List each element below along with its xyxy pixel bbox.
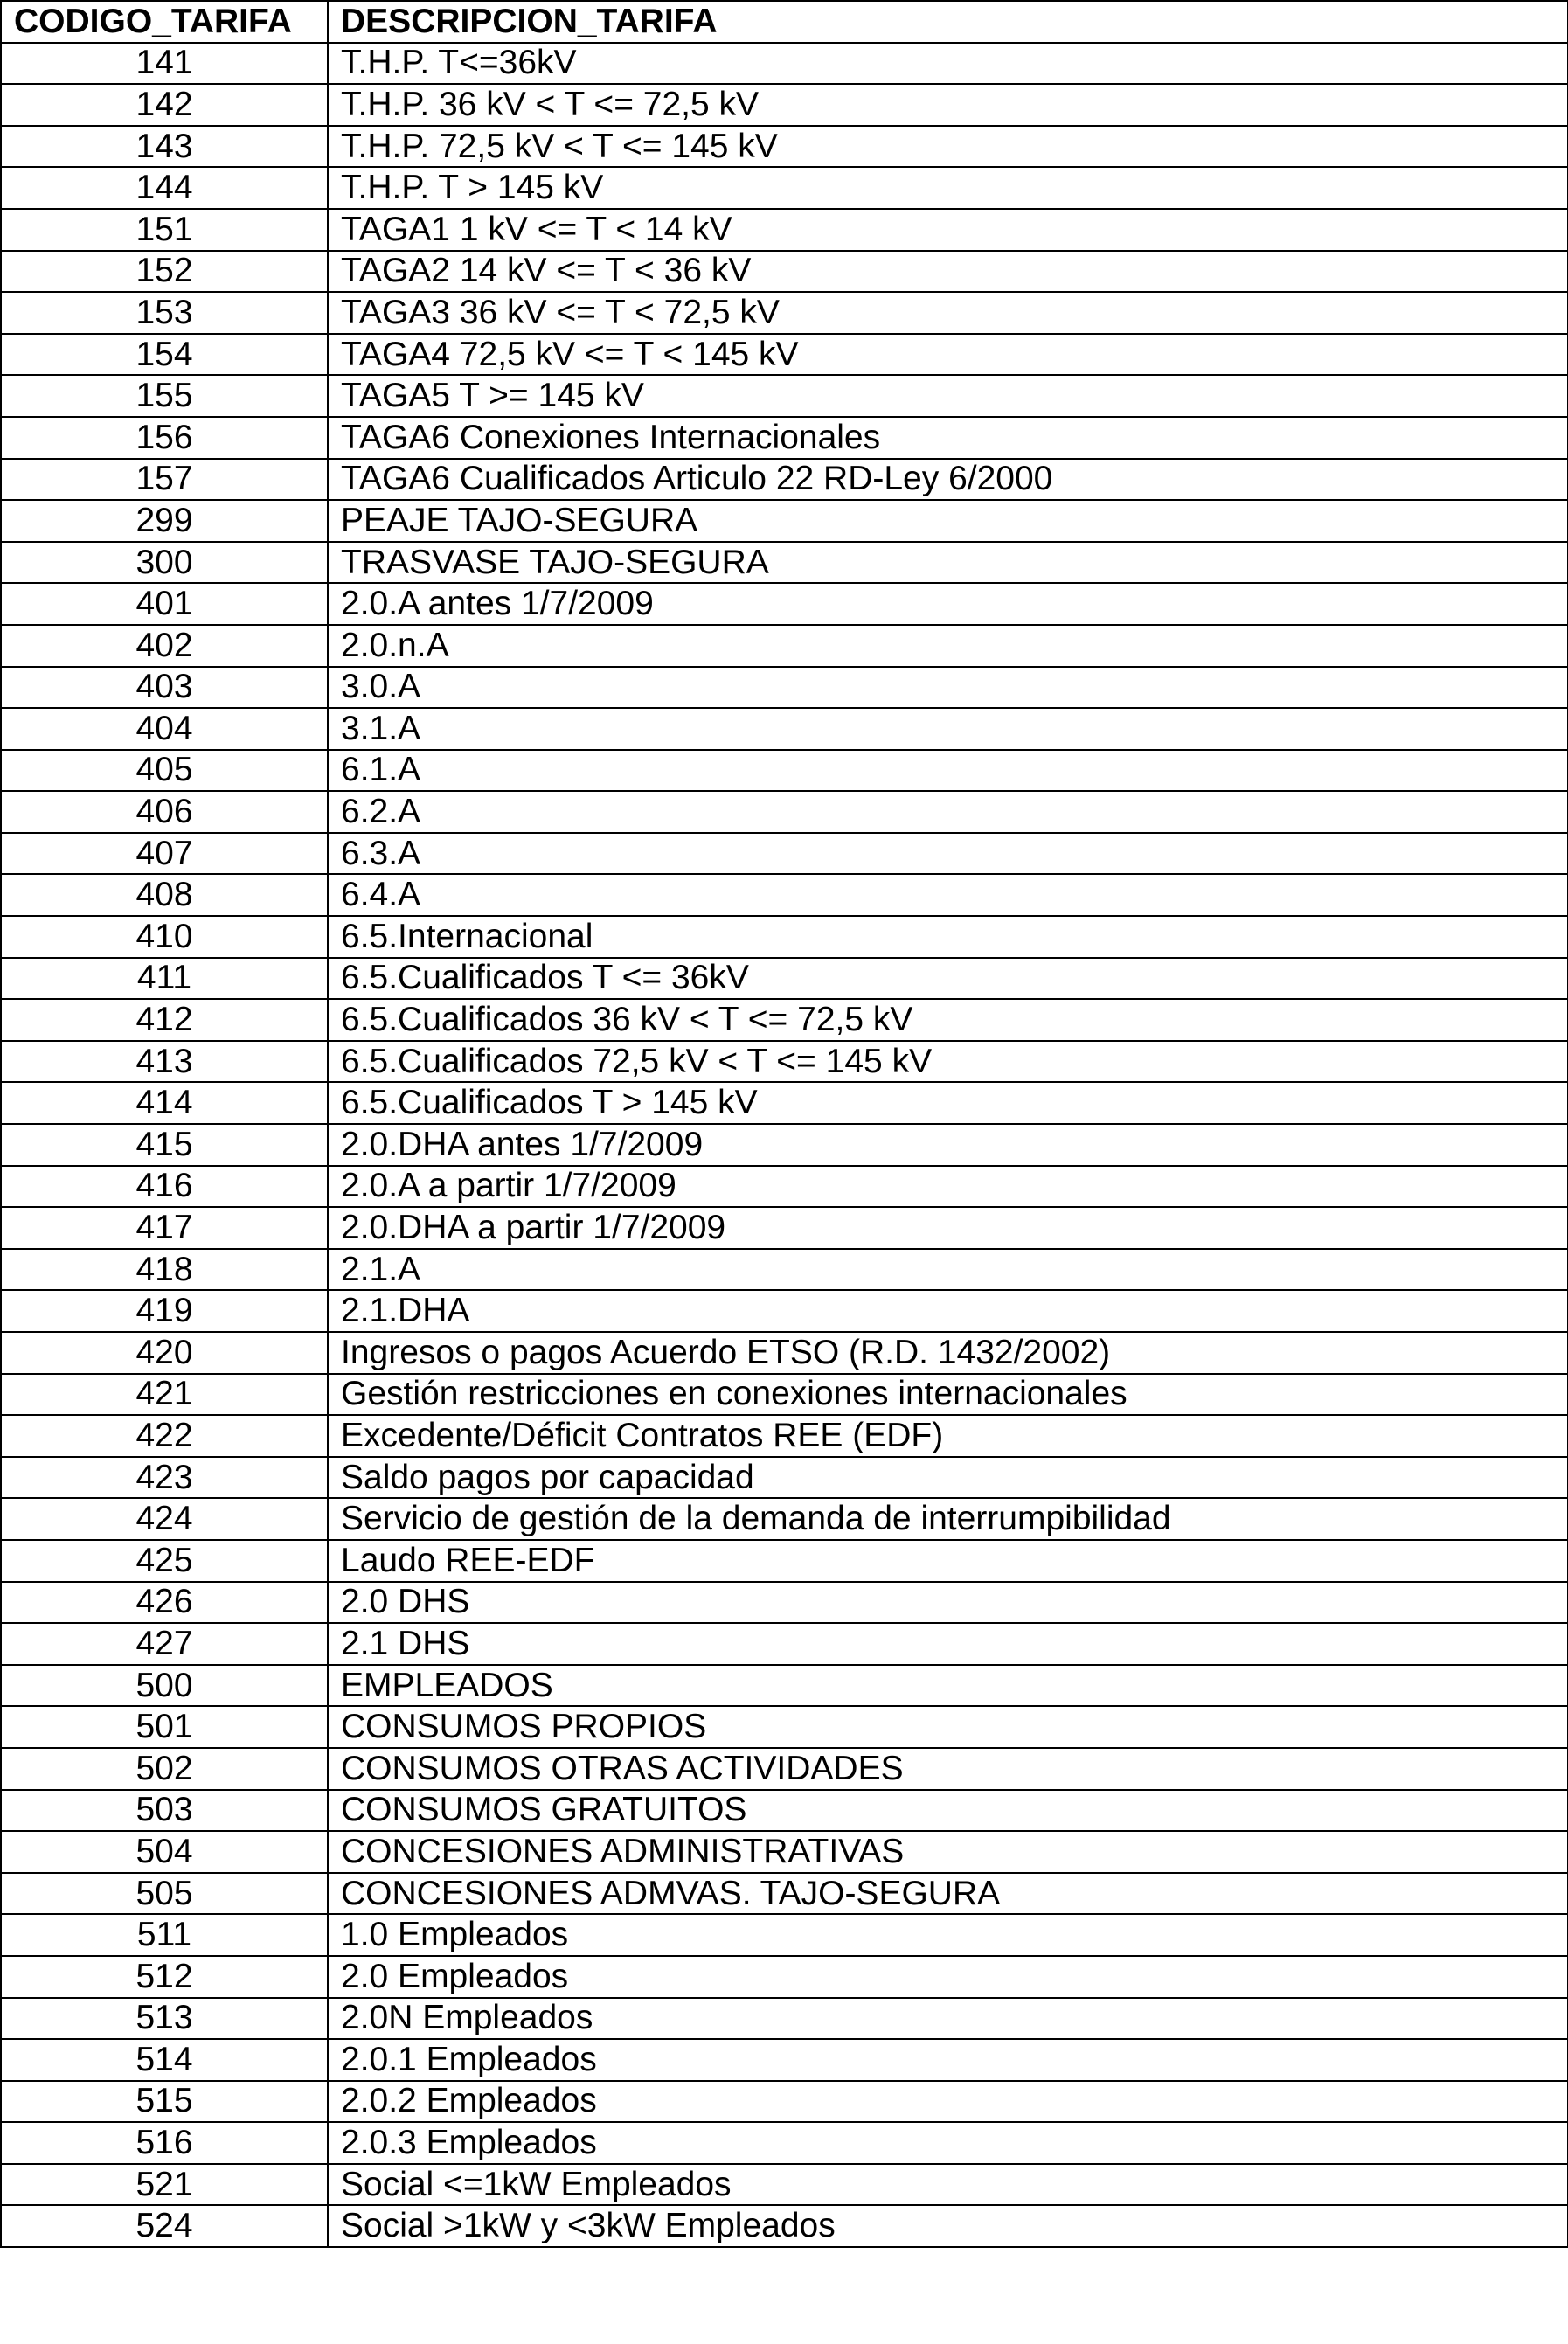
codigo-tarifa-cell: 410 — [1, 916, 328, 958]
codigo-tarifa-cell: 407 — [1, 833, 328, 875]
descripcion-tarifa-cell: 2.0.n.A — [328, 625, 1568, 667]
descripcion-tarifa-cell: Ingresos o pagos Acuerdo ETSO (R.D. 1432/2002) — [328, 1332, 1568, 1374]
codigo-tarifa-cell: 426 — [1, 1582, 328, 1624]
codigo-tarifa-cell: 422 — [1, 1415, 328, 1457]
codigo-tarifa-cell: 153 — [1, 292, 328, 334]
descripcion-tarifa-cell: 2.0.A antes 1/7/2009 — [328, 583, 1568, 625]
codigo-tarifa-cell: 427 — [1, 1623, 328, 1665]
descripcion-tarifa-cell: 6.5.Cualificados T > 145 kV — [328, 1082, 1568, 1124]
codigo-tarifa-cell: 141 — [1, 43, 328, 85]
table-row — [1, 1582, 1568, 1624]
codigo-tarifa-cell: 405 — [1, 750, 328, 792]
table-row — [1, 209, 1568, 251]
codigo-tarifa-cell: 423 — [1, 1457, 328, 1499]
table-row — [1, 1914, 1568, 1956]
codigo-tarifa-cell: 299 — [1, 500, 328, 542]
table-row — [1, 1332, 1568, 1374]
descripcion-tarifa-cell: 6.1.A — [328, 750, 1568, 792]
codigo-tarifa-cell: 521 — [1, 2164, 328, 2206]
table-row — [1, 2039, 1568, 2081]
table-row — [1, 1831, 1568, 1873]
table-row — [1, 1623, 1568, 1665]
codigo-tarifa-cell: 513 — [1, 1998, 328, 2040]
codigo-tarifa-cell: 157 — [1, 459, 328, 501]
table-row — [1, 916, 1568, 958]
table-row — [1, 874, 1568, 916]
descripcion-tarifa-cell: 2.1.A — [328, 1249, 1568, 1291]
descripcion-tarifa-cell: 2.0.3 Empleados — [328, 2122, 1568, 2164]
table-body — [1, 43, 1568, 2247]
codigo-tarifa-cell: 505 — [1, 1873, 328, 1915]
codigo-tarifa-cell: 411 — [1, 958, 328, 1000]
codigo-tarifa-cell: 421 — [1, 1374, 328, 1416]
codigo-tarifa-cell: 406 — [1, 791, 328, 833]
codigo-tarifa-cell: 402 — [1, 625, 328, 667]
header-descripcion-tarifa: DESCRIPCION_TARIFA — [328, 1, 1568, 43]
descripcion-tarifa-cell: 2.0.DHA a partir 1/7/2009 — [328, 1207, 1568, 1249]
codigo-tarifa-cell: 408 — [1, 874, 328, 916]
descripcion-tarifa-cell: TRASVASE TAJO-SEGURA — [328, 542, 1568, 584]
codigo-tarifa-cell: 155 — [1, 375, 328, 417]
codigo-tarifa-cell: 416 — [1, 1166, 328, 1208]
descripcion-tarifa-cell: CONCESIONES ADMINISTRATIVAS — [328, 1831, 1568, 1873]
descripcion-tarifa-cell: 2.0 DHS — [328, 1582, 1568, 1624]
descripcion-tarifa-cell: 2.0N Empleados — [328, 1998, 1568, 2040]
descripcion-tarifa-cell: TAGA6 Conexiones Internacionales — [328, 417, 1568, 459]
table-row — [1, 583, 1568, 625]
table-row — [1, 1415, 1568, 1457]
codigo-tarifa-cell: 515 — [1, 2081, 328, 2123]
table-row — [1, 167, 1568, 209]
descripcion-tarifa-cell: 3.1.A — [328, 708, 1568, 750]
table-row — [1, 1374, 1568, 1416]
table-row — [1, 750, 1568, 792]
codigo-tarifa-cell: 151 — [1, 209, 328, 251]
codigo-tarifa-cell: 413 — [1, 1041, 328, 1083]
descripcion-tarifa-cell: 6.5.Internacional — [328, 916, 1568, 958]
table-row — [1, 667, 1568, 709]
codigo-tarifa-cell: 420 — [1, 1332, 328, 1374]
codigo-tarifa-cell: 500 — [1, 1665, 328, 1707]
table-row — [1, 1082, 1568, 1124]
table-row — [1, 84, 1568, 126]
table-row — [1, 1665, 1568, 1707]
descripcion-tarifa-cell: T.H.P. T > 145 kV — [328, 167, 1568, 209]
codigo-tarifa-cell: 425 — [1, 1540, 328, 1582]
descripcion-tarifa-cell: TAGA3 36 kV <= T < 72,5 kV — [328, 292, 1568, 334]
descripcion-tarifa-cell: TAGA6 Cualificados Articulo 22 RD-Ley 6/2000 — [328, 459, 1568, 501]
descripcion-tarifa-cell: EMPLEADOS — [328, 1665, 1568, 1707]
table-row — [1, 1998, 1568, 2040]
codigo-tarifa-cell: 511 — [1, 1914, 328, 1956]
descripcion-tarifa-cell: 2.0.DHA antes 1/7/2009 — [328, 1124, 1568, 1166]
descripcion-tarifa-cell: 6.4.A — [328, 874, 1568, 916]
codigo-tarifa-cell: 524 — [1, 2205, 328, 2247]
descripcion-tarifa-cell: Laudo REE-EDF — [328, 1540, 1568, 1582]
table-row — [1, 542, 1568, 584]
descripcion-tarifa-cell: TAGA5 T >= 145 kV — [328, 375, 1568, 417]
descripcion-tarifa-cell: CONSUMOS GRATUITOS — [328, 1790, 1568, 1832]
table-row — [1, 251, 1568, 293]
codigo-tarifa-cell: 503 — [1, 1790, 328, 1832]
codigo-tarifa-cell: 502 — [1, 1748, 328, 1790]
header-codigo-tarifa: CODIGO_TARIFA — [1, 1, 328, 43]
descripcion-tarifa-cell: T.H.P. T<=36kV — [328, 43, 1568, 85]
table-row — [1, 375, 1568, 417]
table-row — [1, 1748, 1568, 1790]
table-row — [1, 1956, 1568, 1998]
table-row — [1, 708, 1568, 750]
table-row — [1, 1457, 1568, 1499]
codigo-tarifa-cell: 156 — [1, 417, 328, 459]
codigo-tarifa-cell: 418 — [1, 1249, 328, 1291]
codigo-tarifa-cell: 512 — [1, 1956, 328, 1998]
descripcion-tarifa-cell: 6.5.Cualificados 72,5 kV < T <= 145 kV — [328, 1041, 1568, 1083]
descripcion-tarifa-cell: 6.2.A — [328, 791, 1568, 833]
codigo-tarifa-cell: 401 — [1, 583, 328, 625]
descripcion-tarifa-cell: TAGA1 1 kV <= T < 14 kV — [328, 209, 1568, 251]
table-row — [1, 500, 1568, 542]
descripcion-tarifa-cell: T.H.P. 72,5 kV < T <= 145 kV — [328, 126, 1568, 168]
table-header-row — [1, 1, 1568, 43]
descripcion-tarifa-cell: Social >1kW y <3kW Empleados — [328, 2205, 1568, 2247]
codigo-tarifa-cell: 424 — [1, 1498, 328, 1540]
codigo-tarifa-cell: 516 — [1, 2122, 328, 2164]
descripcion-tarifa-cell: T.H.P. 36 kV < T <= 72,5 kV — [328, 84, 1568, 126]
descripcion-tarifa-cell: 2.0.2 Empleados — [328, 2081, 1568, 2123]
descripcion-tarifa-cell: 2.1.DHA — [328, 1290, 1568, 1332]
codigo-tarifa-cell: 152 — [1, 251, 328, 293]
descripcion-tarifa-cell: CONCESIONES ADMVAS. TAJO-SEGURA — [328, 1873, 1568, 1915]
table-row — [1, 2081, 1568, 2123]
table-row — [1, 1706, 1568, 1748]
table-row — [1, 43, 1568, 85]
descripcion-tarifa-cell: CONSUMOS OTRAS ACTIVIDADES — [328, 1748, 1568, 1790]
codigo-tarifa-cell: 154 — [1, 334, 328, 376]
descripcion-tarifa-cell: CONSUMOS PROPIOS — [328, 1706, 1568, 1748]
codigo-tarifa-cell: 144 — [1, 167, 328, 209]
codigo-tarifa-cell: 300 — [1, 542, 328, 584]
descripcion-tarifa-cell: Servicio de gestión de la demanda de interrumpibilidad — [328, 1498, 1568, 1540]
descripcion-tarifa-cell: 6.5.Cualificados T <= 36kV — [328, 958, 1568, 1000]
descripcion-tarifa-cell: TAGA2 14 kV <= T < 36 kV — [328, 251, 1568, 293]
descripcion-tarifa-cell: TAGA4 72,5 kV <= T < 145 kV — [328, 334, 1568, 376]
table-row — [1, 2205, 1568, 2247]
table-row — [1, 417, 1568, 459]
codigo-tarifa-cell: 404 — [1, 708, 328, 750]
table-row — [1, 1790, 1568, 1832]
table-row — [1, 958, 1568, 1000]
descripcion-tarifa-cell: 6.3.A — [328, 833, 1568, 875]
codigo-tarifa-cell: 414 — [1, 1082, 328, 1124]
table-row — [1, 1498, 1568, 1540]
table-row — [1, 292, 1568, 334]
table-row — [1, 1124, 1568, 1166]
table-row — [1, 1207, 1568, 1249]
codigo-tarifa-cell: 504 — [1, 1831, 328, 1873]
descripcion-tarifa-cell: Saldo pagos por capacidad — [328, 1457, 1568, 1499]
table-row — [1, 999, 1568, 1041]
table-row — [1, 833, 1568, 875]
descripcion-tarifa-cell: 3.0.A — [328, 667, 1568, 709]
table-row — [1, 1041, 1568, 1083]
codigo-tarifa-cell: 415 — [1, 1124, 328, 1166]
table-row — [1, 2164, 1568, 2206]
descripcion-tarifa-cell: 2.0 Empleados — [328, 1956, 1568, 1998]
table-row — [1, 1290, 1568, 1332]
codigo-tarifa-cell: 417 — [1, 1207, 328, 1249]
table-row — [1, 126, 1568, 168]
codigo-tarifa-cell: 403 — [1, 667, 328, 709]
descripcion-tarifa-cell: 6.5.Cualificados 36 kV < T <= 72,5 kV — [328, 999, 1568, 1041]
descripcion-tarifa-cell: 2.0.1 Empleados — [328, 2039, 1568, 2081]
descripcion-tarifa-cell: Excedente/Déficit Contratos REE (EDF) — [328, 1415, 1568, 1457]
codigo-tarifa-cell: 514 — [1, 2039, 328, 2081]
codigo-tarifa-cell: 142 — [1, 84, 328, 126]
table-row — [1, 459, 1568, 501]
codigo-tarifa-cell: 143 — [1, 126, 328, 168]
codigo-tarifa-cell: 412 — [1, 999, 328, 1041]
descripcion-tarifa-cell: Gestión restricciones en conexiones internacionales — [328, 1374, 1568, 1416]
table-row — [1, 1249, 1568, 1291]
table-row — [1, 2122, 1568, 2164]
table-row — [1, 1166, 1568, 1208]
codigo-tarifa-cell: 419 — [1, 1290, 328, 1332]
descripcion-tarifa-cell: PEAJE TAJO-SEGURA — [328, 500, 1568, 542]
table-row — [1, 791, 1568, 833]
descripcion-tarifa-cell: 2.1 DHS — [328, 1623, 1568, 1665]
descripcion-tarifa-cell: 2.0.A a partir 1/7/2009 — [328, 1166, 1568, 1208]
descripcion-tarifa-cell: 1.0 Empleados — [328, 1914, 1568, 1956]
table-row — [1, 334, 1568, 376]
table-row — [1, 1540, 1568, 1582]
table-row — [1, 625, 1568, 667]
table-row — [1, 1873, 1568, 1915]
descripcion-tarifa-cell: Social <=1kW Empleados — [328, 2164, 1568, 2206]
codigo-tarifa-cell: 501 — [1, 1706, 328, 1748]
